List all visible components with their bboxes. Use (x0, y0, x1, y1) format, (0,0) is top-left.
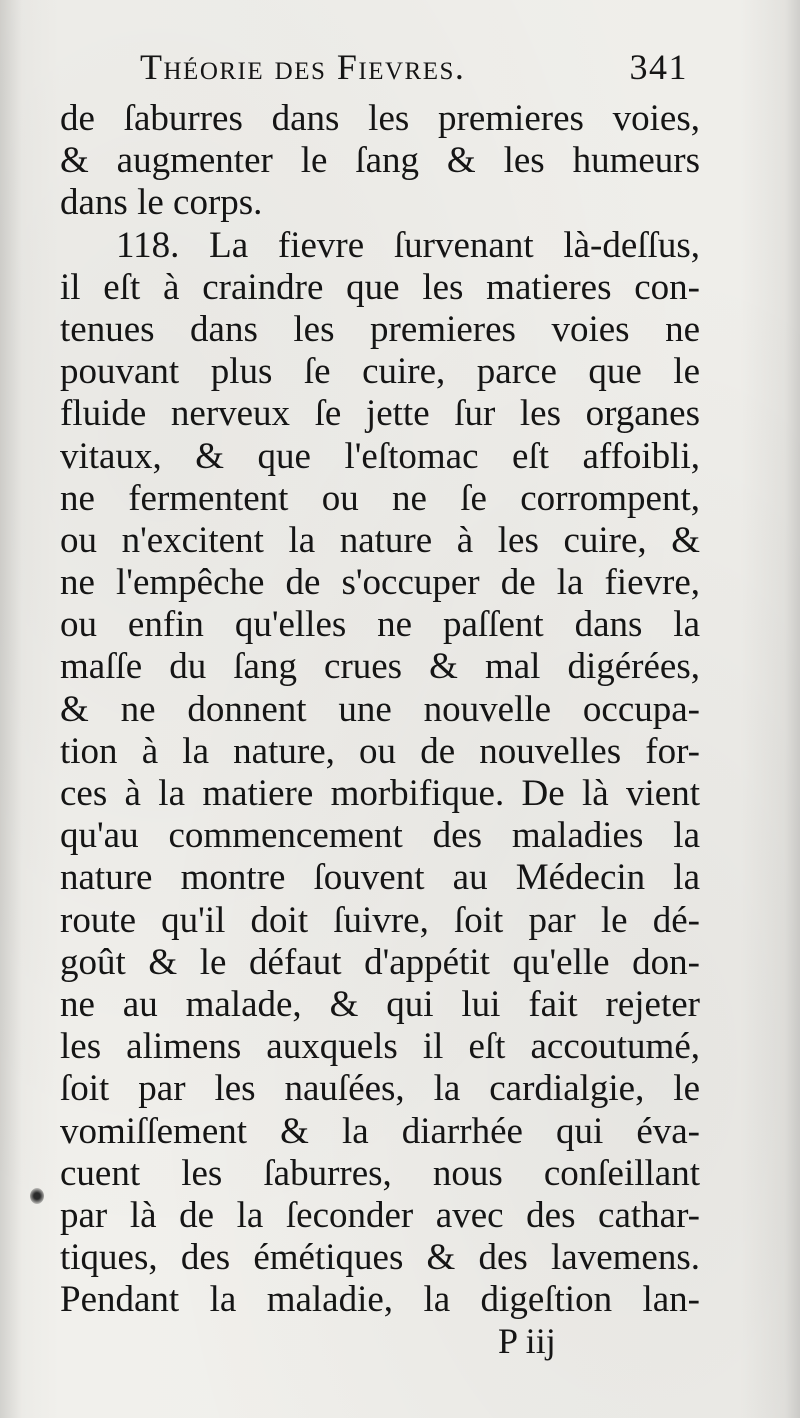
body-text (60, 98, 700, 1321)
running-head (140, 46, 688, 96)
text-line: de ſaburres dans les premieres voies, (60, 98, 700, 139)
text-line: & ne donnent une nouvelle occupa- (60, 688, 700, 730)
text-line: ou enfin qu'elles ne paſſent dans la (60, 604, 700, 646)
text-line: route qu'il doit ſuivre, ſoit par le dé- (60, 899, 700, 941)
running-title: Théorie des Fievres. (140, 47, 466, 87)
ink-smudge (30, 1188, 44, 1204)
text-line: Pendant la maladie, la digeſtion lan- (60, 1279, 700, 1321)
text-line: les alimens auxquels il eſt accoutumé, (60, 1026, 700, 1068)
text-line: ne l'empêche de s'occuper de la fievre, (60, 562, 700, 604)
text-line: vitaux, & que l'eſtomac eſt affoibli, (60, 435, 700, 477)
text-line: maſſe du ſang crues & mal digérées, (60, 646, 700, 688)
text-line: cuent les ſaburres, nous conſeillant (60, 1152, 700, 1194)
paragraph-start-line: 118. La fievre ſurvenant là-deſſus, (116, 224, 700, 266)
text-line: ne fermentent ou ne ſe corrompent, (60, 477, 700, 519)
text-line: dans le corps. (60, 182, 263, 224)
text-line: fluide nerveux ſe jette ſur les organes (60, 393, 700, 435)
signature-mark: P iij (498, 1321, 556, 1361)
text-line: vomiſſement & la diarrhée qui éva- (60, 1110, 700, 1152)
text-line: & augmenter le ſang & les humeurs (60, 140, 700, 182)
text-line: ces à la matiere morbifique. De là vient (60, 773, 700, 814)
page-number: 341 (629, 47, 688, 87)
text-line: par là de la ſeconder avec des cathar- (60, 1194, 700, 1236)
text-line: tiques, des émétiques & des lavemens. (60, 1237, 700, 1279)
text-line: tenues dans les premieres voies ne (60, 308, 700, 350)
text-line: pouvant plus ſe cuire, parce que le (60, 351, 700, 393)
text-line: ou n'excitent la nature à les cuire, & (60, 519, 700, 561)
text-line: ne au malade, & qui lui fait rejeter (60, 983, 700, 1025)
text-line: tion à la nature, ou de nouvelles for- (60, 730, 700, 772)
text-line: qu'au commencement des maladies la (60, 815, 700, 857)
text-line: ſoit par les nauſées, la cardialgie, le (60, 1068, 700, 1110)
text-line: il eſt à craindre que les matieres con- (60, 266, 700, 308)
text-line: nature montre ſouvent au Médecin la (60, 857, 700, 899)
text-line: goût & le défaut d'appétit qu'elle don- (60, 941, 700, 983)
